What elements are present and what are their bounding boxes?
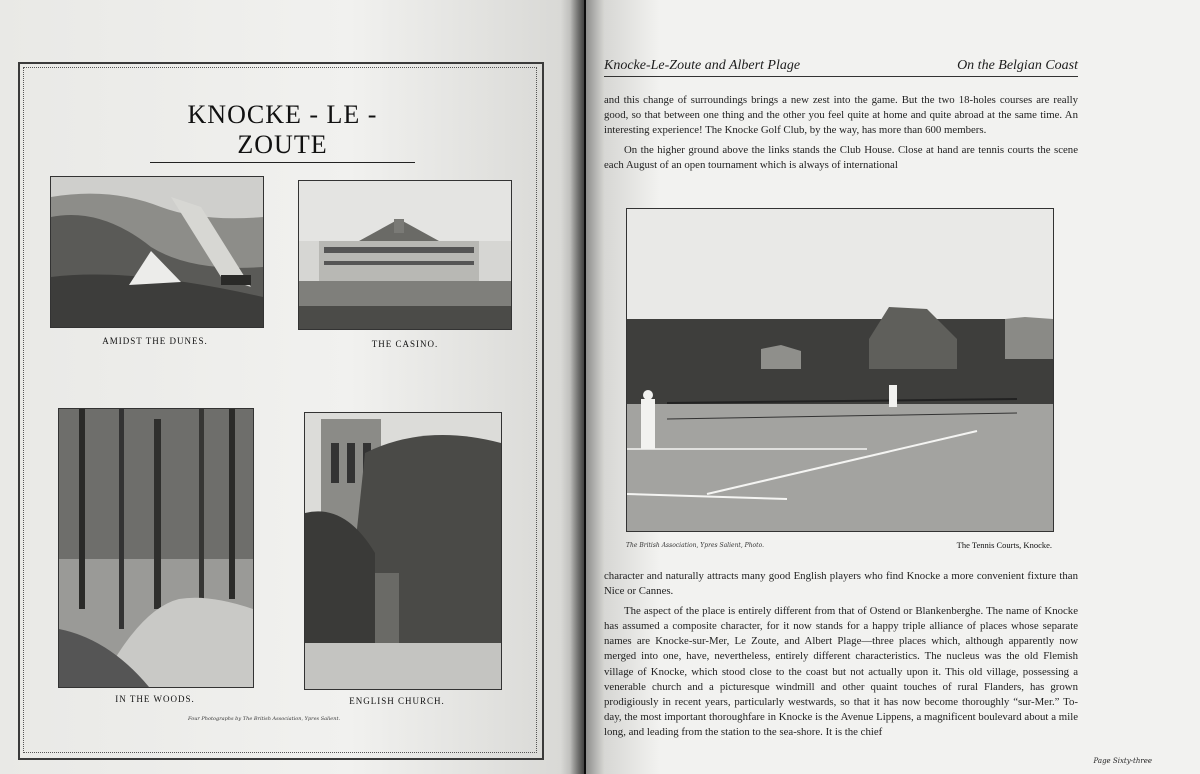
text-block-bottom [604, 569, 1078, 745]
caption-church: ENGLISH CHURCH. [349, 696, 445, 706]
casino-image [299, 181, 511, 329]
header-section: On the Belgian Coast [957, 58, 1078, 73]
photo-credit-right: The British Association, Ypres Salient, Photo. [626, 542, 764, 549]
caption-woods: IN THE WOODS. [115, 694, 195, 704]
page-title: KNOCKE - LE - ZOUTE [150, 100, 415, 163]
page-number: Page Sixty-three [1093, 757, 1152, 765]
woods-image [59, 409, 253, 687]
photo-woods [58, 408, 254, 688]
text-block-top [604, 93, 1078, 178]
tennis-image [627, 209, 1053, 531]
running-header [604, 58, 1078, 77]
paragraph: The aspect of the place is entirely different from that of Ostend or Blankenberghe. The name of Knocke has assumed a composite character, for it now stands for a happy triple alliance of places whose separate names are Knocke-sur-Mer, Le Zoute, and Albert Plage—three places which, although apparently now merged into one, have, nevertheless, entirely different characteristics. The nucleus was the old Flemish village of Knocke, which stood close to the coast but not actually upon it. This old village, possessing a venerable church and a picturesque windmill and other quaint touches of rural Flanders, has grown prodigiously in recent years, particularly westwards, so that it has now become thoroughly “sur-Mer.” To-day, the most important thoroughfare in Knocke is the Avenue Lippens, a magnificent boulevard about a mile long, and leading from the station to the sea-shore. It is the chief [604, 605, 1078, 738]
paragraph: On the higher ground above the links stands the Club House. Close at hand are tennis courts the scene each August of an open tournament which is always of international [604, 144, 1078, 172]
photo-casino [298, 180, 512, 330]
paragraph: and this change of surroundings brings a new zest into the game. But the two 18-holes courses are really good, so that between one thing and the other you feel quite at home and quite abroad at the same time. An interesting experience! The Knocke Golf Club, by the way, has more than 600 members. [604, 94, 1078, 137]
dunes-image [51, 177, 263, 327]
header-title: Knocke-Le-Zoute and Albert Plage [604, 58, 801, 73]
paragraph: character and naturally attracts many good English players who find Knocke a more convenient fixture than Nice or Cannes. [604, 570, 1078, 598]
photo-church [304, 412, 502, 690]
photo-dunes [50, 176, 264, 328]
photo-credit-left: Four Photographs by The British Association, Ypres Salient. [188, 716, 341, 722]
tennis-caption: The Tennis Courts, Knocke. [956, 540, 1052, 550]
church-image [305, 413, 501, 689]
caption-casino: THE CASINO. [371, 339, 439, 349]
caption-dunes: AMIDST THE DUNES. [102, 336, 208, 346]
photo-tennis-courts [626, 208, 1054, 532]
